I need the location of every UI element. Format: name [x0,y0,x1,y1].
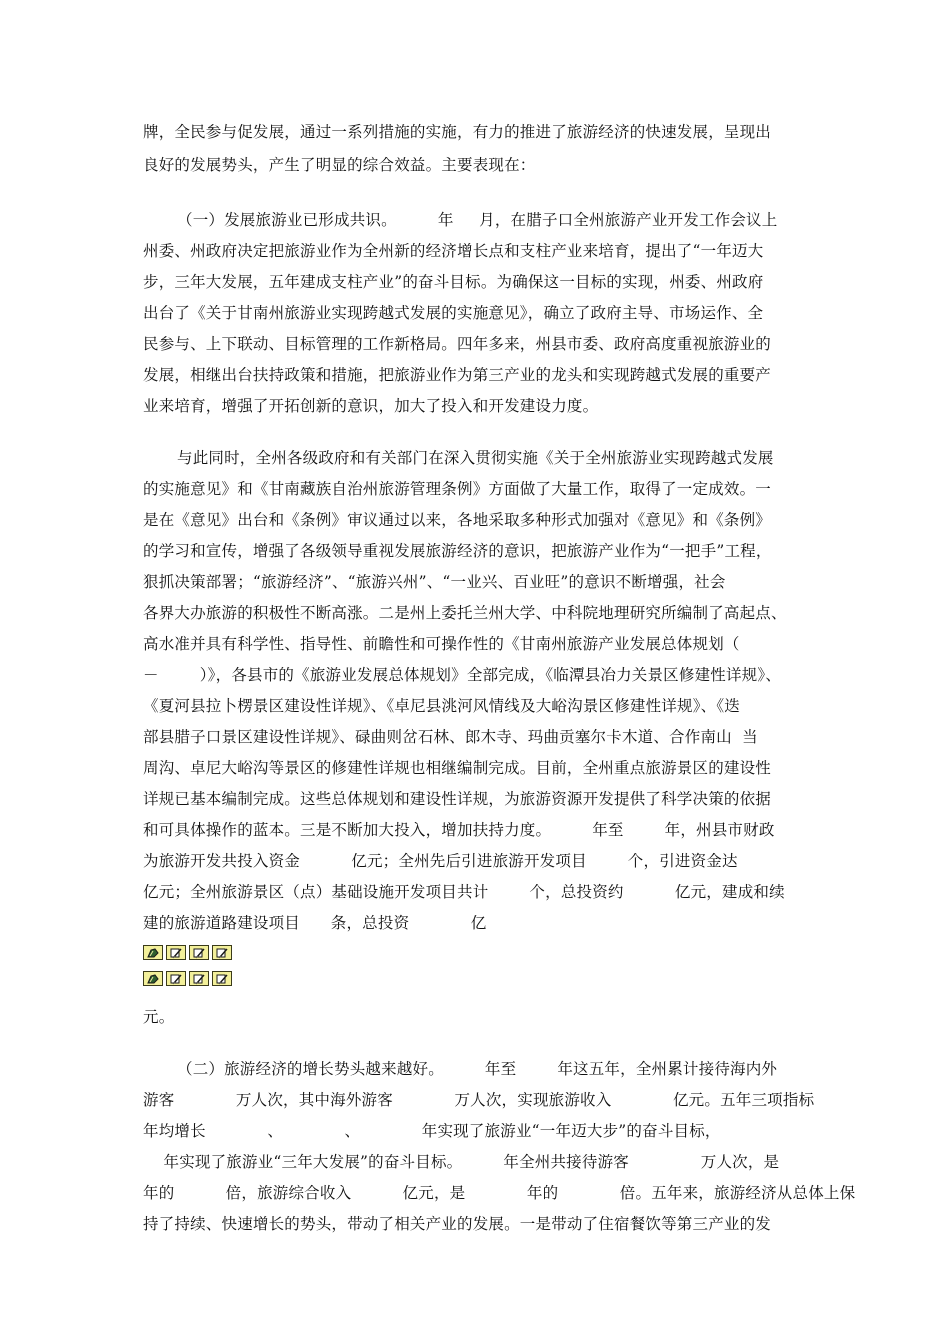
annotation-toolbar [143,945,232,960]
text-line: 步，三年大发展，五年建成支柱产业”的奋斗目标。为确保这一目标的实现，州委、州政府 [143,273,764,291]
text-line: 建的旅游道路建设项目 条，总投资 亿 [143,914,487,932]
text-line: 游客 万人次，其中海外游客 万人次，实现旅游收入 亿元。五年三项指标 [143,1091,815,1109]
text-line: － ）》，各县市的《旅游业发展总体规划》全部完成，《临潭县冶力关景区修建性详规》、 [143,666,782,684]
text-line: 年的 倍，旅游综合收入 亿元，是 年的 倍。五年来，旅游经济从总体上保 [143,1184,856,1202]
text-line: （二）旅游经济的增长势头越来越好。 年至 年这五年，全州累计接待海内外 [177,1060,778,1078]
text-line: 业来培育，增强了开拓创新的意识，加大了投入和开发建设力度。 [143,397,599,415]
text-line: 与此同时，全州各级政府和有关部门在深入贯彻实施《关于全州旅游业实现跨越式发展 [177,449,774,467]
text-line: 年实现了旅游业“三年大发展”的奋斗目标。 年全州共接待游客 万人次，是 [143,1153,780,1171]
text-line: 民参与、上下联动、目标管理的工作新格局。四年多来，州县市委、政府高度重视旅游业的 [143,335,772,353]
text-line: （一）发展旅游业已形成共识。 年 月，在腊子口全州旅游产业开发工作会议上 [177,211,778,229]
text-line: 的实施意见》和《甘南藏族自治州旅游管理条例》方面做了大量工作，取得了一定成效。一 [143,480,772,498]
text-line: 牌，全民参与促发展，通过一系列措施的实施，有力的推进了旅游经济的快速发展，呈现出 [143,123,772,141]
pen-icon[interactable] [143,945,163,960]
edit-icon[interactable] [166,945,186,960]
text-line: 详规已基本编制完成。这些总体规划和建设性详规，为旅游资源开发提供了科学决策的依据 [143,790,772,808]
text-line: 狠抓决策部署；“旅游经济”、“旅游兴州”、“一业兴、百业旺”的意识不断增强，社会 [143,573,726,591]
text-line: 高水准并具有科学性、指导性、前瞻性和可操作性的《甘南州旅游产业发展总体规划（ [143,635,740,653]
text-line: 《夏河县拉卜楞景区建设性详规》、《卓尼县洮河风情线及大峪沟景区修建性详规》、《迭 [143,697,741,715]
text-line: 部县腊子口景区建设性详规》、碌曲则岔石林、郎木寺、玛曲贡塞尔卡木道、合作南山 当 [143,728,758,746]
text-line: 出台了《关于甘南州旅游业实现跨越式发展的实施意见》，确立了政府主导、市场运作、全 [143,304,764,322]
text-line: 发展，相继出台扶持政策和措施，把旅游业作为第三产业的龙头和实现跨越式发展的重要产 [143,366,772,384]
edit-icon[interactable] [212,945,232,960]
annotation-toolbar [143,971,232,986]
text-line: 周沟、卓尼大峪沟等景区的修建性详规也相继编制完成。目前，全州重点旅游景区的建设性 [143,759,772,777]
text-line: 的学习和宣传，增强了各级领导重视发展旅游经济的意识，把旅游产业作为“一把手”工程， [143,542,772,560]
edit-icon[interactable] [166,971,186,986]
text-line: 年均增长 、 、 年实现了旅游业“一年迈大步”的奋斗目标， [143,1122,721,1140]
text-line: 元。 [143,1008,175,1026]
edit-icon[interactable] [189,971,209,986]
text-line: 各界大办旅游的积极性不断高涨。二是州上委托兰州大学、中科院地理研究所编制了高起点、 [143,604,787,622]
text-line: 良好的发展势头，产生了明显的综合效益。主要表现在： [143,156,536,174]
edit-icon[interactable] [212,971,232,986]
text-line: 亿元；全州旅游景区（点）基础设施开发项目共计 个，总投资约 亿元，建成和续 [143,883,785,901]
text-line: 为旅游开发共投入资金 亿元；全州先后引进旅游开发项目 个，引进资金达 [143,852,738,870]
text-line: 州委、州政府决定把旅游业作为全州新的经济增长点和支柱产业来培育，提出了“一年迈大 [143,242,764,260]
pen-icon[interactable] [143,971,163,986]
text-line: 是在《意见》出台和《条例》审议通过以来，各地采取多种形式加强对《意见》和《条例》 [143,511,772,529]
edit-icon[interactable] [189,945,209,960]
text-line: 和可具体操作的蓝本。三是不断加大投入，增加扶持力度。 年至 年，州县市财政 [143,821,775,839]
text-line: 持了持续、快速增长的势头，带动了相关产业的发展。一是带动了住宿餐饮等第三产业的发 [143,1215,772,1233]
